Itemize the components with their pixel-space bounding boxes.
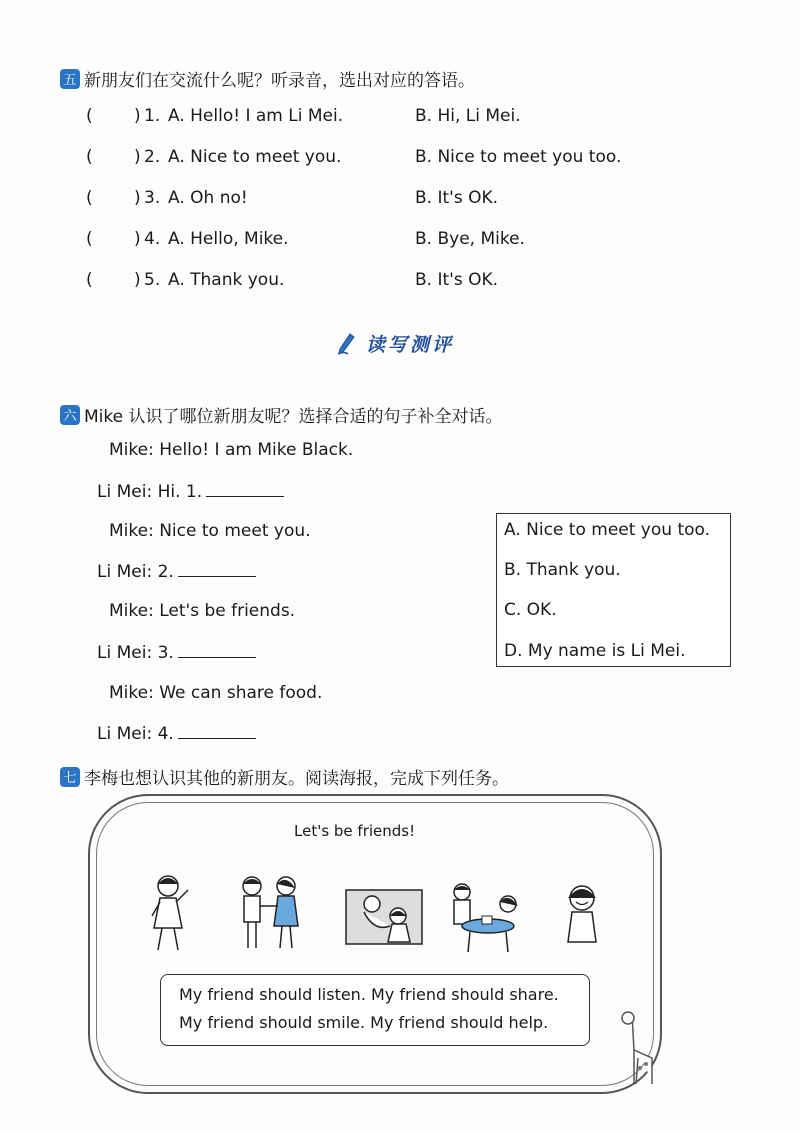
choice-c: C. OK.	[504, 600, 557, 620]
friends-shaking-hands-illustration	[234, 872, 306, 954]
dialogue-line	[97, 562, 256, 582]
poster-line-1: My friend should listen. My friend should share.	[179, 985, 559, 1004]
poster-line-2: My friend should smile. My friend should help.	[179, 1013, 549, 1032]
pencil-icon	[336, 332, 358, 356]
option-b: B. Bye, Mike.	[415, 229, 525, 249]
section-5-heading	[60, 66, 475, 91]
answer-blank[interactable]	[178, 644, 256, 658]
section-7-heading	[60, 764, 509, 789]
answer-paren-close: )	[134, 229, 141, 249]
dialogue-text: Mike: Let's be friends.	[109, 601, 296, 621]
dialogue-text: Mike: We can share food.	[109, 683, 323, 703]
dialogue-line	[109, 521, 311, 541]
section-6-instruction: Mike 认识了哪位新朋友呢？选择合适的句子补全对话。	[84, 407, 503, 427]
answer-paren-open[interactable]: (	[86, 106, 93, 126]
option-a: A. Hello! I am Li Mei.	[168, 106, 344, 126]
answer-paren-open[interactable]: (	[86, 147, 93, 167]
reading-writing-title	[336, 330, 454, 357]
dialogue-line	[109, 440, 353, 460]
helping-friend-illustration	[344, 882, 424, 946]
answer-paren-close: )	[134, 147, 141, 167]
section-7-instruction: 李梅也想认识其他的新朋友。阅读海报，完成下列任务。	[84, 769, 509, 789]
dialogue-text: Li Mei: 2.	[97, 562, 174, 582]
dialogue-line	[97, 643, 256, 663]
question-number: 3.	[144, 188, 161, 208]
choices-box	[496, 513, 731, 667]
choice-d: D. My name is Li Mei.	[504, 641, 686, 661]
answer-blank[interactable]	[206, 483, 284, 497]
answer-paren-close: )	[134, 270, 141, 290]
answer-blank[interactable]	[178, 563, 256, 577]
dialogue-text: Li Mei: Hi. 1.	[97, 482, 203, 502]
section-7-badge: 七	[60, 767, 80, 787]
question-number: 5.	[144, 270, 161, 290]
poster-text-box	[160, 974, 590, 1046]
dialogue-line	[97, 724, 256, 744]
option-b: B. It's OK.	[415, 270, 499, 290]
answer-paren-close: )	[134, 106, 141, 126]
answer-paren-close: )	[134, 188, 141, 208]
section-5-instruction: 新朋友们在交流什么呢？听录音，选出对应的答语。	[84, 71, 475, 91]
poster-title: Let's be friends!	[294, 822, 416, 840]
sharing-food-illustration	[446, 878, 528, 956]
section-6-badge: 六	[60, 405, 80, 425]
dialogue-text: Mike: Hello! I am Mike Black.	[109, 440, 354, 460]
dialogue-text: Mike: Nice to meet you.	[109, 521, 311, 541]
section-6-heading	[60, 402, 503, 427]
answer-paren-open[interactable]: (	[86, 229, 93, 249]
reading-title-text: 读写测评	[366, 334, 455, 356]
dialogue-line	[109, 683, 322, 703]
dialogue-text: Li Mei: 4.	[97, 724, 174, 744]
question-number: 2.	[144, 147, 161, 167]
dialogue-line	[109, 601, 295, 621]
option-b: B. Hi, Li Mei.	[415, 106, 521, 126]
dialogue-text: Li Mei: 3.	[97, 643, 174, 663]
option-a: A. Oh no!	[168, 188, 248, 208]
answer-paren-open[interactable]: (	[86, 188, 93, 208]
option-a: A. Hello, Mike.	[168, 229, 289, 249]
choice-a: A. Nice to meet you too.	[504, 520, 711, 540]
section-5-badge: 五	[60, 69, 80, 89]
smiling-girl-illustration	[562, 880, 602, 946]
option-a: A. Nice to meet you.	[168, 147, 342, 167]
girl-waving-illustration	[146, 872, 194, 954]
option-b: B. It's OK.	[415, 188, 499, 208]
choice-b: B. Thank you.	[504, 560, 621, 580]
option-b: B. Nice to meet you too.	[415, 147, 622, 167]
option-a: A. Thank you.	[168, 270, 285, 290]
answer-paren-open[interactable]: (	[86, 270, 93, 290]
giraffe-illustration	[612, 1010, 666, 1088]
answer-blank[interactable]	[178, 725, 256, 739]
dialogue-line	[97, 482, 284, 502]
question-number: 1.	[144, 106, 161, 126]
question-number: 4.	[144, 229, 161, 249]
